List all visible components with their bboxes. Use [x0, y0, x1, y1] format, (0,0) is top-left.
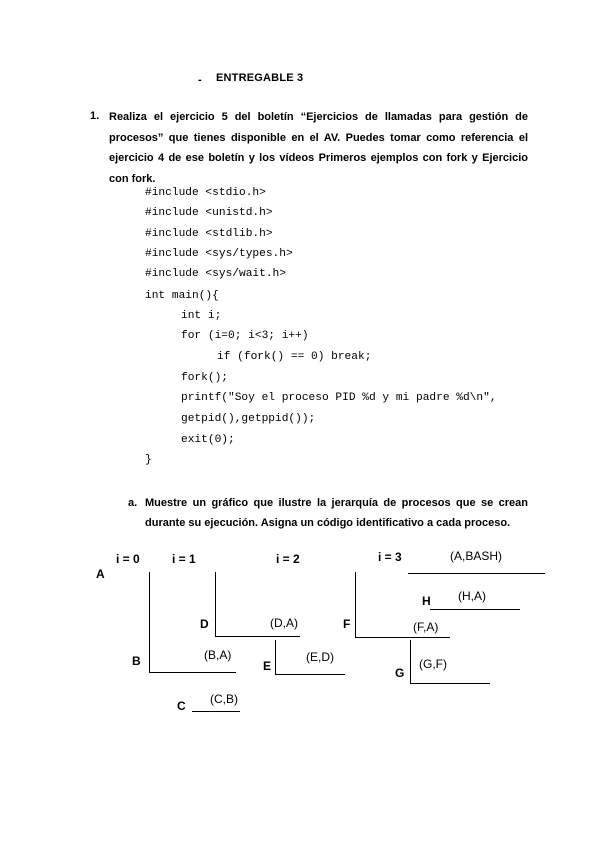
- question-text: Realiza el ejercicio 5 del boletín “Ejercicios de llamadas para gestión de procesos” que tienes disponible en el AV. Puedes tomar como referencia el ejercicio 4 de ese boletín y los vídeos Primeros ejemplos con fork y Ejercicio con fork.: [109, 111, 528, 185]
- node-label: B: [132, 654, 141, 668]
- line-g: [410, 683, 490, 684]
- process-pair: (D,A): [270, 616, 298, 630]
- iteration-label: i = 1: [172, 552, 196, 566]
- node-label: D: [200, 617, 209, 631]
- code-line: #include <sys/types.h>: [145, 248, 293, 260]
- title-bullet: -: [198, 74, 202, 86]
- branch-line-b: [149, 572, 150, 672]
- page-title: ENTREGABLE 3: [216, 72, 304, 84]
- line-a: [408, 573, 545, 574]
- code-line: fork();: [181, 372, 228, 384]
- subquestion-letter: a.: [128, 497, 138, 509]
- node-label: F: [343, 617, 351, 631]
- line-d: [215, 636, 300, 637]
- code-line: }: [145, 454, 152, 466]
- branch-line-f: [355, 572, 356, 637]
- process-pair: (F,A): [413, 620, 439, 634]
- question-number: 1.: [90, 110, 100, 122]
- code-line: #include <sys/wait.h>: [145, 268, 286, 280]
- line-h: [430, 609, 520, 610]
- iteration-label: i = 0: [116, 552, 140, 566]
- process-pair: (G,F): [419, 657, 447, 671]
- node-label: A: [96, 567, 105, 581]
- code-line: #include <unistd.h>: [145, 207, 273, 219]
- code-line: if (fork() == 0) break;: [217, 351, 372, 363]
- code-line: #include <stdlib.h>: [145, 228, 273, 240]
- code-line: getpid(),getppid());: [181, 413, 316, 425]
- process-pair: (A,BASH): [450, 549, 503, 563]
- line-b: [149, 672, 236, 673]
- code-line: #include <stdio.h>: [145, 187, 266, 199]
- iteration-label: i = 3: [378, 550, 402, 564]
- branch-line-e: [275, 640, 276, 674]
- branch-line-g: [410, 640, 411, 683]
- process-pair: (B,A): [204, 648, 232, 662]
- node-label: C: [177, 699, 186, 713]
- line-c: [192, 711, 240, 712]
- code-line: for (i=0; i<3; i++): [181, 330, 309, 342]
- node-label: E: [263, 659, 272, 673]
- line-f: [355, 637, 450, 638]
- node-label: G: [395, 666, 405, 680]
- code-line: exit(0);: [181, 434, 235, 446]
- process-pair: (C,B): [210, 692, 238, 706]
- line-e: [275, 674, 345, 675]
- code-line: int main(){: [145, 290, 219, 302]
- process-pair: (H,A): [458, 589, 486, 603]
- subquestion-text: Muestre un gráfico que ilustre la jerarquía de procesos que se crean durante su ejecución. Asigna un código identificativo a cada proceso.: [145, 497, 528, 529]
- iteration-label: i = 2: [276, 552, 300, 566]
- process-pair: (E,D): [306, 650, 334, 664]
- code-line: int i;: [181, 310, 222, 322]
- branch-line-d: [215, 572, 216, 636]
- node-label: H: [422, 594, 431, 608]
- code-line: printf("Soy el proceso PID %d y mi padre %d\n",: [181, 392, 497, 404]
